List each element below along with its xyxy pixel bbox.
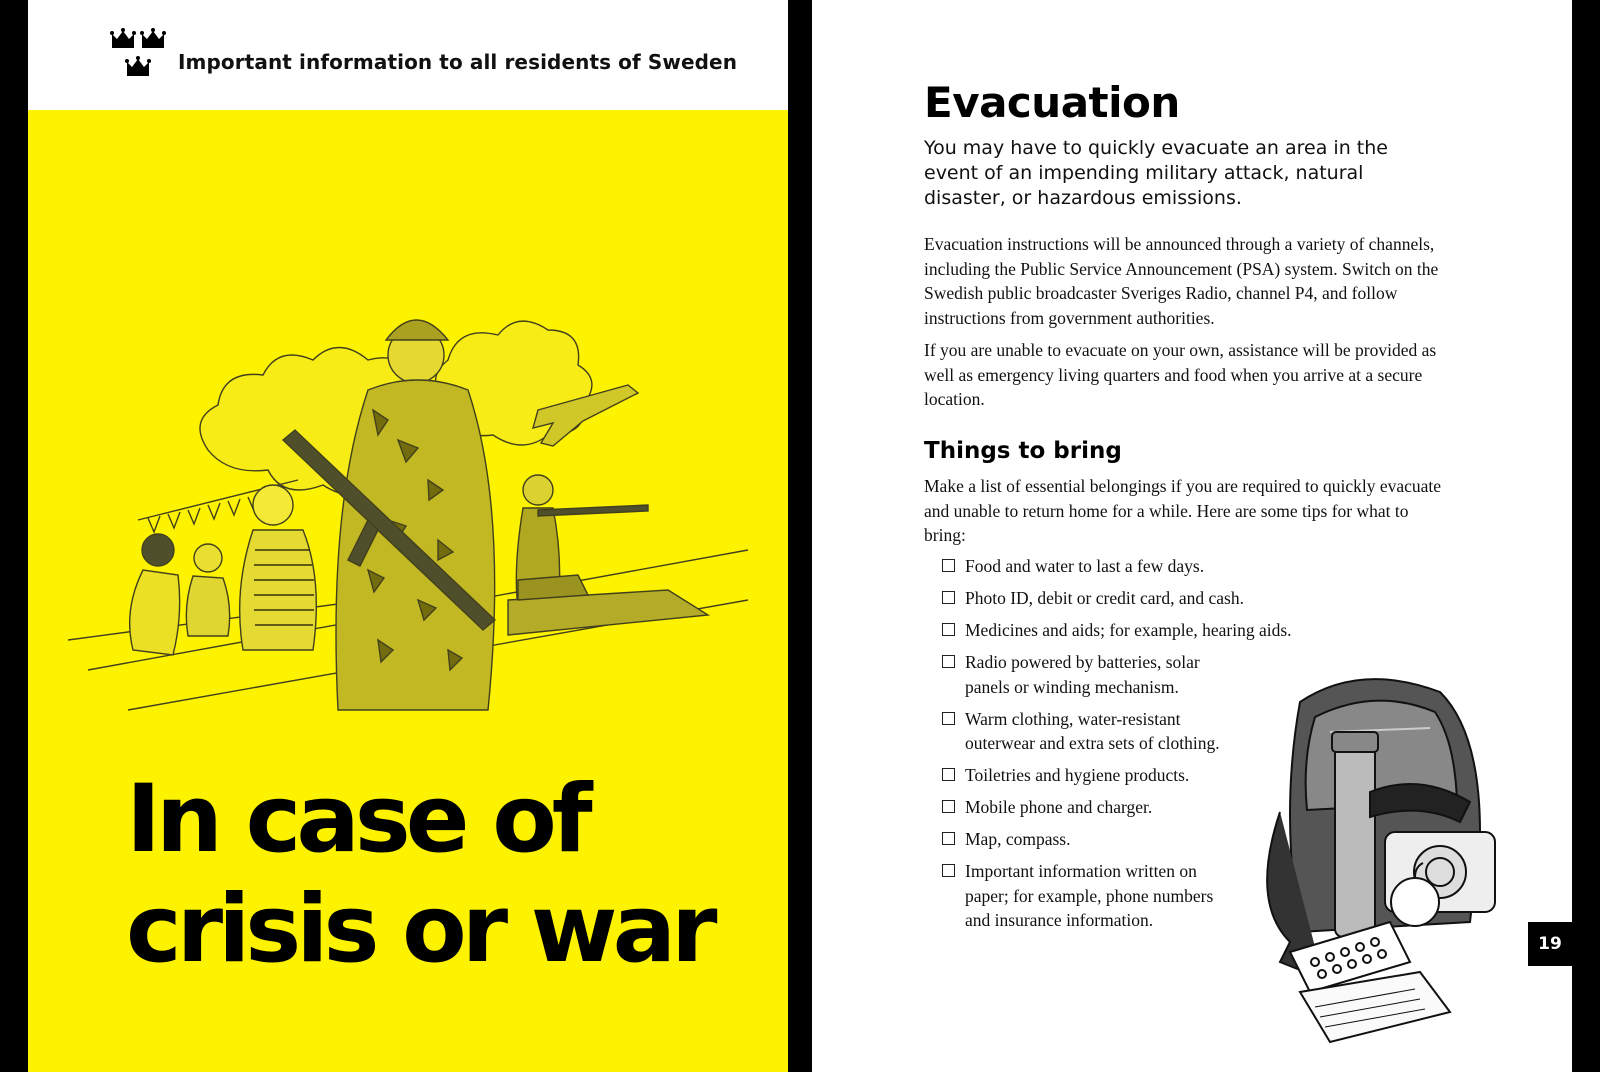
cover-title xyxy=(126,765,712,985)
checklist-item xyxy=(942,827,1252,852)
checklist-item xyxy=(942,763,1252,788)
checkbox-icon xyxy=(942,623,955,636)
checkbox-icon xyxy=(942,655,955,668)
cover-title-line1: In case of xyxy=(126,765,588,874)
packing-checklist xyxy=(942,554,1292,940)
checkbox-icon xyxy=(942,800,955,813)
backpack-illustration xyxy=(1260,662,1510,1060)
page-heading: Evacuation xyxy=(924,78,1180,127)
cover-title-line2: crisis or war xyxy=(126,875,713,984)
checklist-item xyxy=(942,859,1242,933)
things-to-bring-heading: Things to bring xyxy=(924,438,1122,464)
assistance-paragraph: If you are unable to evacuate on your own, assistance will be provided as well as emergency living quarters and food when you arrive at a secure location. xyxy=(924,340,1437,409)
checklist-item xyxy=(942,586,1362,611)
checklist-item-text: Medicines and aids; for example, hearing aids. xyxy=(965,620,1292,640)
checkbox-icon xyxy=(942,712,955,725)
checklist-item xyxy=(942,795,1252,820)
checklist-item xyxy=(942,707,1252,756)
checkbox-icon xyxy=(942,559,955,572)
crisis-illustration xyxy=(68,240,768,730)
page-number: 19 xyxy=(1528,922,1572,966)
checklist-item xyxy=(942,650,1222,699)
checkbox-icon xyxy=(942,864,955,877)
checklist-item-text: Toiletries and hygiene products. xyxy=(965,765,1190,785)
checklist-item xyxy=(942,618,1362,643)
checklist-item-text: Radio powered by batteries, solar panels or winding mechanism. xyxy=(965,652,1200,697)
checklist-item-text: Important information written on paper; for example, phone numbers and insurance information. xyxy=(965,861,1214,930)
lead-paragraph: You may have to quickly evacuate an area in the event of an impending military attack, natural disaster, or hazardous emissions. xyxy=(924,137,1388,209)
checklist-item-text: Mobile phone and charger. xyxy=(965,797,1153,817)
checkbox-icon xyxy=(942,768,955,781)
checkbox-icon xyxy=(942,832,955,845)
cover-page xyxy=(28,0,788,1072)
checklist-item-text: Food and water to last a few days. xyxy=(965,556,1205,576)
cover-header xyxy=(28,0,788,110)
checklist-item xyxy=(942,554,1362,579)
cover-header-text: Important information to all residents of Sweden xyxy=(178,50,738,74)
checklist-item-text: Photo ID, debit or credit card, and cash. xyxy=(965,588,1244,608)
three-crowns-icon xyxy=(110,26,166,80)
evacuation-instructions-paragraph: Evacuation instructions will be announced through a variety of channels, including the Public Service Announcement (PSA) system. Switch on the Swedish public broadcaster Sveriges Radio, channel P4, and follow instructions from government authorities. xyxy=(924,234,1439,328)
things-to-bring-intro: Make a list of essential belongings if you are required to quickly evacuate and unable to return home for a while. Here are some tips for what to bring: xyxy=(924,476,1442,545)
checklist-item-text: Warm clothing, water-resistant outerwear and extra sets of clothing. xyxy=(965,708,1220,753)
evacuation-page xyxy=(812,0,1572,1072)
checklist-item-text: Map, compass. xyxy=(965,829,1071,849)
checkbox-icon xyxy=(942,591,955,604)
